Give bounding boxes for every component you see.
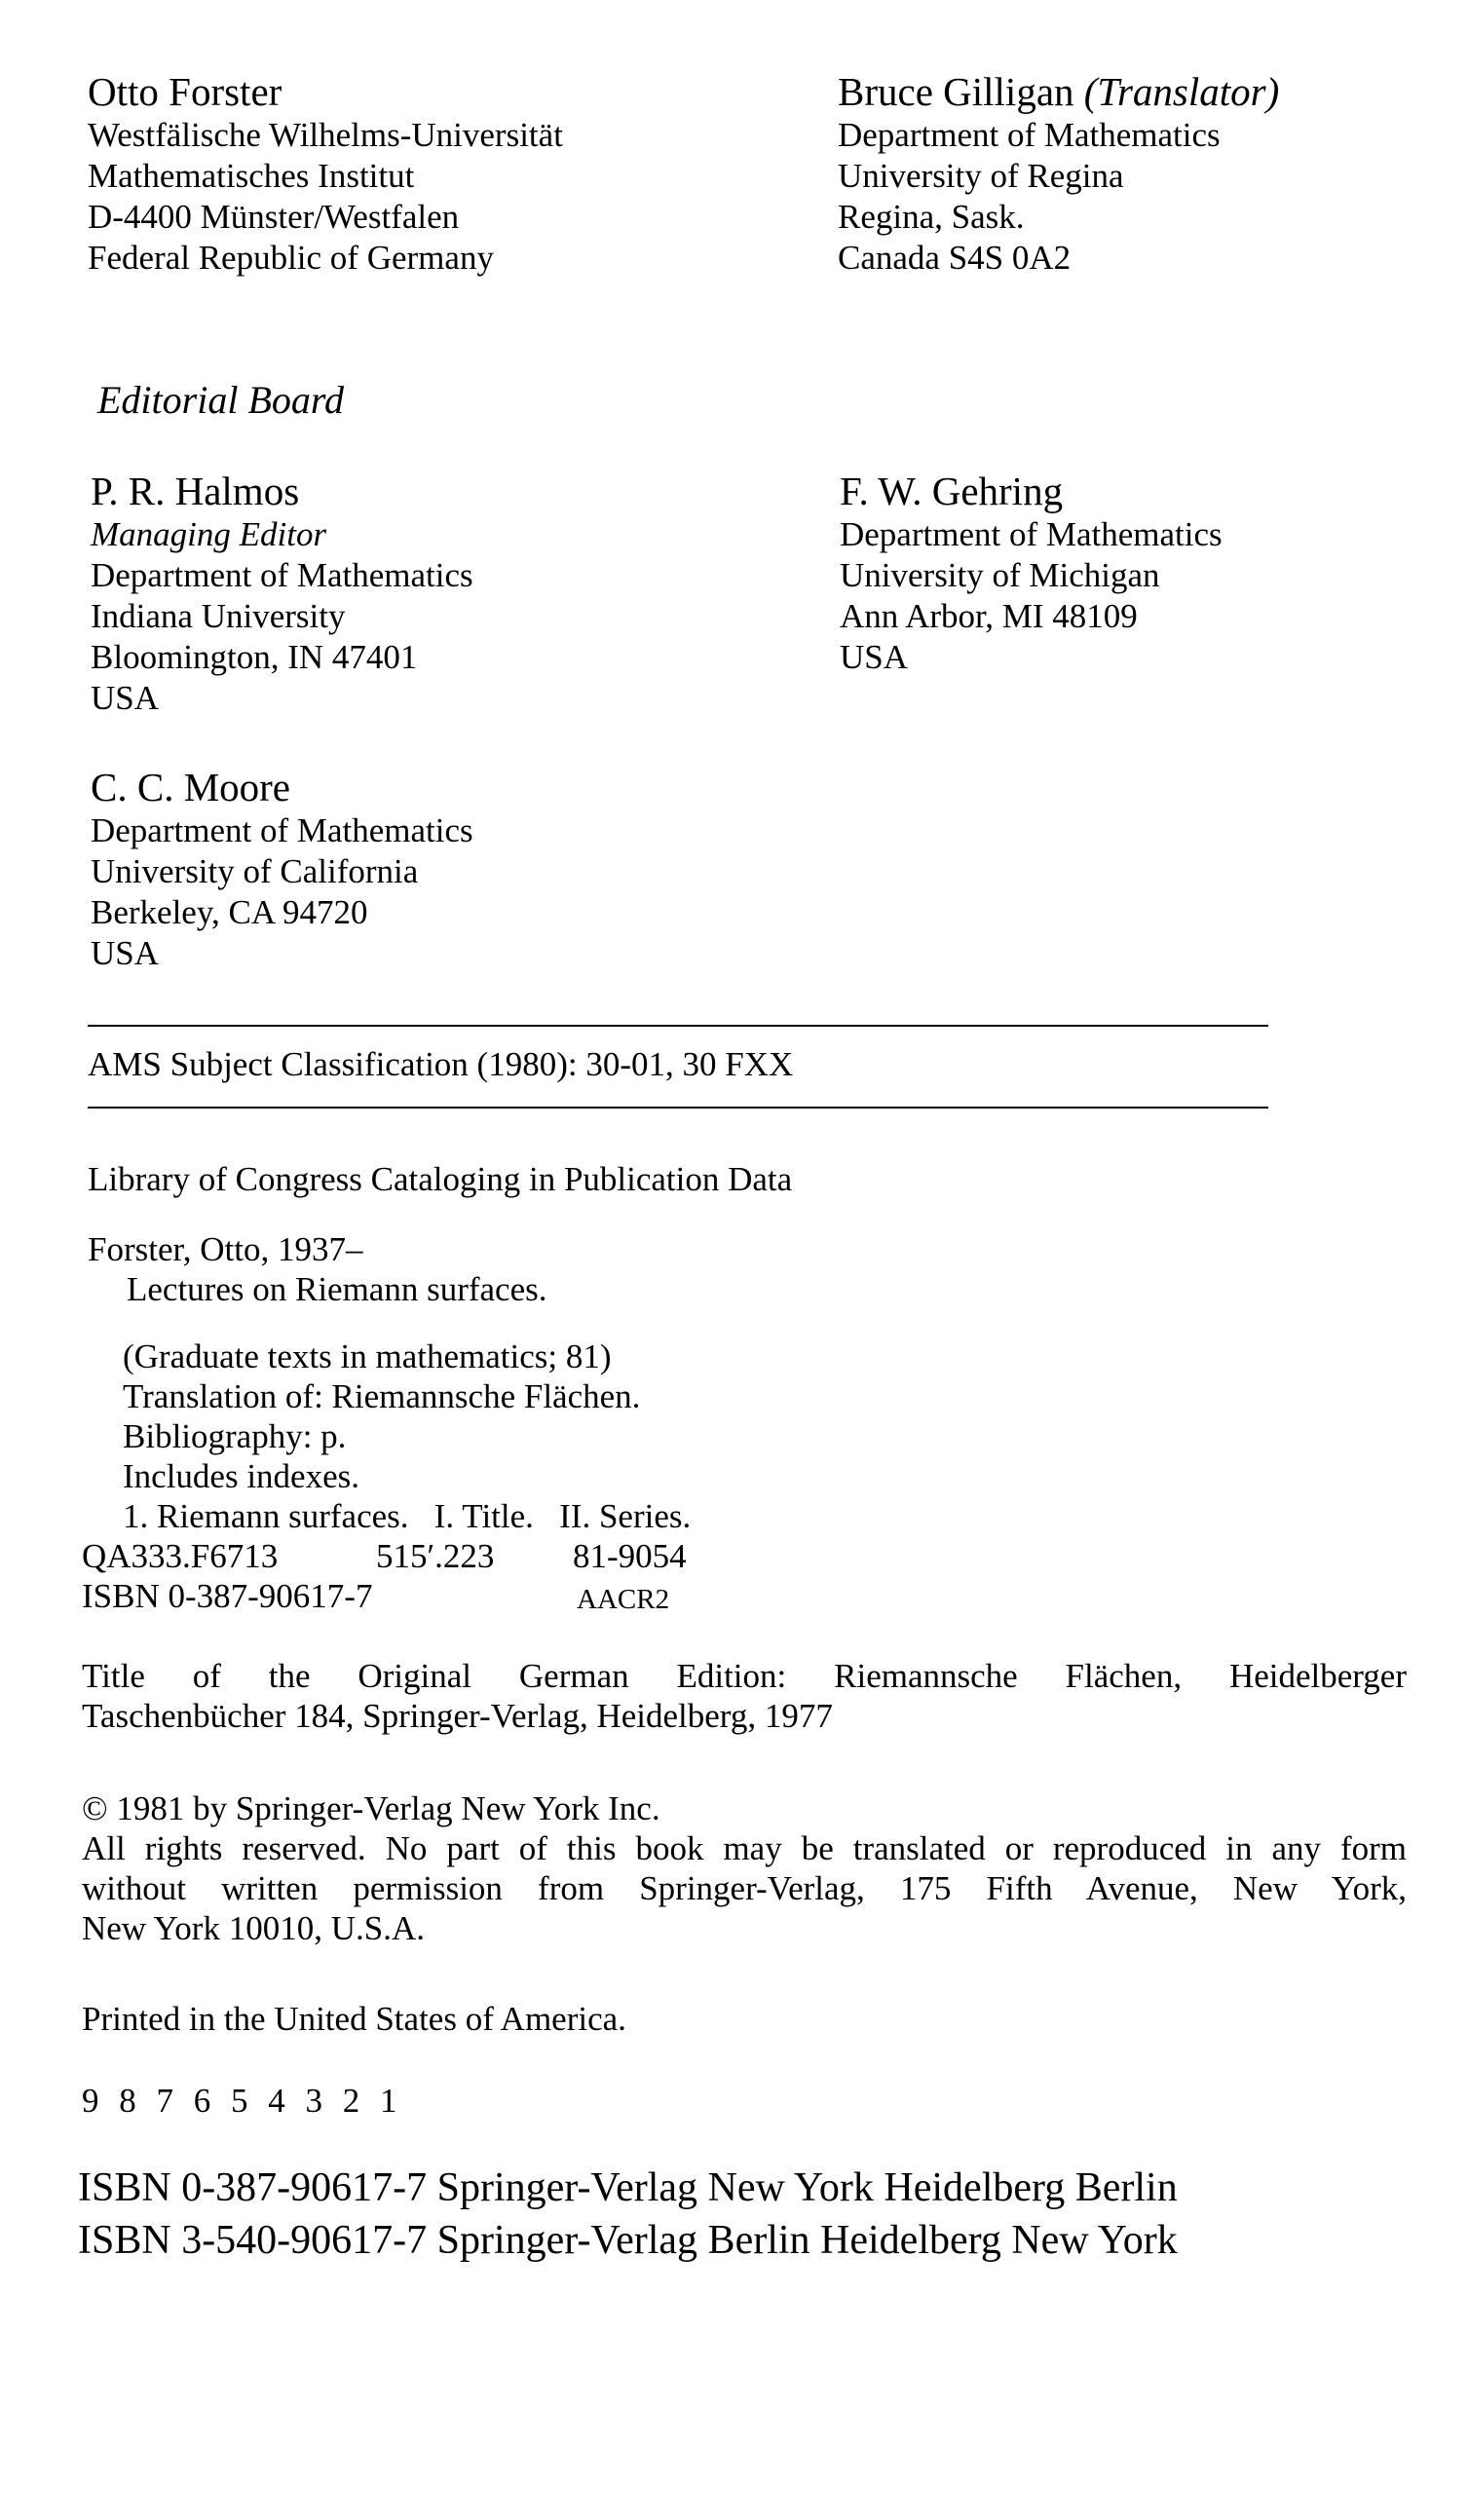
author-address-line: D-4400 Münster/Westfalen (88, 198, 460, 236)
printed-in: Printed in the United States of America. (82, 2000, 626, 2038)
copyright-notice (82, 1788, 1407, 1948)
cip-call-number: QA333.F6713 (82, 1537, 279, 1575)
author-address-line: Westfälische Wilhelms-Universität (88, 116, 563, 154)
editor-halmos-role: Managing Editor (91, 515, 327, 553)
cip-note: Translation of: Riemannsche Flächen. (123, 1377, 641, 1415)
cip-title: Lectures on Riemann surfaces. (127, 1270, 547, 1308)
translator-address-line: Department of Mathematics (838, 116, 1221, 154)
author-address-line: Mathematisches Institut (88, 157, 415, 195)
cip-dewey: 515′.223 (376, 1537, 495, 1575)
divider-top (88, 1025, 1268, 1027)
editor-gehring-address-line: University of Michigan (840, 556, 1160, 594)
cip-aacr: AACR2 (577, 1584, 670, 1615)
author-address-line: Federal Republic of Germany (88, 239, 494, 277)
editor-halmos-address-line: Indiana University (91, 597, 346, 635)
editor-gehring-name: F. W. Gehring (840, 469, 1064, 513)
editor-halmos-address-line: Bloomington, IN 47401 (91, 638, 418, 676)
cip-main-entry: Forster, Otto, 1937– (88, 1230, 363, 1268)
copyright-line: All rights reserved. No part of this book may be translated or reproduced in any form (82, 1829, 1407, 1867)
copyright-line: New York 10010, U.S.A. (82, 1909, 425, 1947)
ams-classification: AMS Subject Classification (1980): 30-01, 30 FXX (88, 1045, 794, 1083)
editor-moore-address-line: Berkeley, CA 94720 (91, 893, 368, 931)
translator-name: Bruce Gilligan (838, 69, 1074, 114)
translator-block (838, 68, 1279, 279)
translator-address-line: Canada S4S 0A2 (838, 239, 1072, 277)
cip-note: Includes indexes. (123, 1457, 359, 1495)
translator-address-line: Regina, Sask. (838, 198, 1025, 236)
cip-note: 1. Riemann surfaces. I. Title. II. Series. (123, 1497, 692, 1535)
author-block (88, 68, 563, 279)
editor-halmos-block (91, 468, 473, 719)
copyright-line: © 1981 by Springer-Verlag New York Inc. (82, 1789, 660, 1827)
author-name: Otto Forster (88, 69, 282, 114)
editor-halmos-address-line: USA (91, 679, 160, 717)
original-edition-line: Title of the Original German Edition: Riemannsche Flächen, Heidelberger (82, 1657, 1407, 1695)
cip-lccn: 81-9054 (573, 1537, 687, 1575)
copyright-line: without written permission from Springer-Verlag, 175 Fifth Avenue, New York, (82, 1869, 1407, 1907)
editor-halmos-address-line: Department of Mathematics (91, 556, 473, 594)
editor-moore-address-line: Department of Mathematics (91, 811, 473, 849)
editor-moore-address-line: USA (91, 934, 160, 972)
editorial-board-heading: Editorial Board (97, 378, 344, 422)
editor-gehring-address-line: Department of Mathematics (840, 515, 1223, 553)
editor-gehring-address-line: Ann Arbor, MI 48109 (840, 597, 1138, 635)
editor-gehring-block (840, 468, 1223, 678)
isbn-line: ISBN 3-540-90617-7 Springer-Verlag Berlin Heidelberg New York (78, 2218, 1178, 2263)
translator-role: (Translator) (1083, 69, 1280, 114)
cip-isbn: ISBN 0-387-90617-7 (82, 1577, 373, 1615)
divider-bottom (88, 1107, 1268, 1109)
cip-note: (Graduate texts in mathematics; 81) (123, 1337, 612, 1375)
original-edition-note (82, 1656, 1407, 1736)
original-edition-line: Taschenbücher 184, Springer-Verlag, Heidelberg, 1977 (82, 1697, 833, 1735)
isbn-line: ISBN 0-387-90617-7 Springer-Verlag New York Heidelberg Berlin (78, 2165, 1178, 2210)
cip-heading: Library of Congress Cataloging in Publication Data (88, 1160, 793, 1198)
editor-gehring-address-line: USA (840, 638, 909, 676)
editor-moore-name: C. C. Moore (91, 765, 290, 809)
cip-note: Bibliography: p. (123, 1417, 347, 1455)
translator-heading (838, 68, 1279, 115)
translator-address-line: University of Regina (838, 157, 1124, 195)
editor-moore-address-line: University of California (91, 852, 419, 890)
printing-numbers: 9 8 7 6 5 4 3 2 1 (82, 2082, 397, 2120)
editor-halmos-name: P. R. Halmos (91, 469, 300, 513)
editor-moore-block (91, 764, 473, 974)
